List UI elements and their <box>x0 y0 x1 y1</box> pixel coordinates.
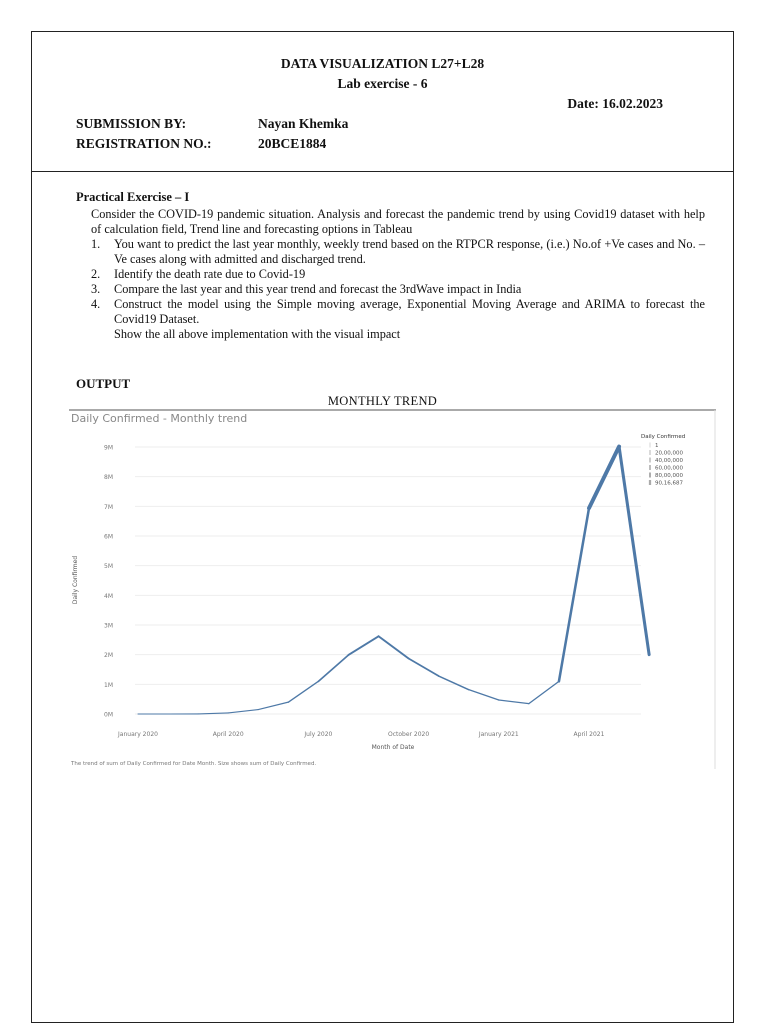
chart-title: Daily Confirmed - Monthly trend <box>71 412 248 425</box>
list-item-number: 1. <box>91 237 101 251</box>
series-line-segment <box>228 710 258 713</box>
exercise-intro: Consider the COVID-19 pandemic situation. Analysis and forecast the pandemic trend by using Covid19 dataset with help of calculation field, Trend line and forecasting options in Tableau <box>91 207 705 236</box>
series-line-segment <box>348 636 378 655</box>
list-item <box>91 237 705 267</box>
legend-entry: 90,16,687 <box>655 480 683 487</box>
registration-label: REGISTRATION NO.: <box>76 136 212 151</box>
chart-heading: MONTHLY TREND <box>327 394 438 408</box>
list-item-number: 3. <box>91 282 101 296</box>
legend-swatch <box>649 458 650 463</box>
output-label: OUTPUT <box>76 376 131 391</box>
series-line-segment <box>318 655 348 681</box>
list-item-text: You want to predict the last year monthly, weekly trend based on the RTPCR response, (i.e.) No.of +Ve cases and No. –Ve cases along with admitted and discharged trend. <box>114 237 705 266</box>
x-tick-label: July 2020 <box>304 731 333 738</box>
exercise-list <box>91 237 705 327</box>
series-line-segment <box>379 636 409 658</box>
legend-title: Daily Confirmed <box>641 434 686 440</box>
legend-swatch <box>650 443 651 448</box>
list-item-text: Identify the death rate due to Covid-19 <box>114 267 306 281</box>
series-line-segment <box>559 508 589 681</box>
header-divider <box>32 171 733 172</box>
legend-swatch <box>649 465 651 470</box>
list-item <box>91 267 705 282</box>
document-subtitle: Lab exercise - 6 <box>337 76 428 91</box>
legend-swatch <box>649 480 651 485</box>
legend-entry: 40,00,000 <box>655 458 683 464</box>
chart-caption: The trend of sum of Daily Confirmed for Date Month. Size shows sum of Daily Confirmed. <box>71 761 317 767</box>
document-date: Date: 16.02.2023 <box>567 96 663 111</box>
submission-value: Nayan Khemka <box>258 116 349 131</box>
legend-entry: 60,00,000 <box>655 465 683 472</box>
document-page <box>31 31 734 1023</box>
list-item <box>91 297 705 327</box>
series-line-segment <box>589 447 619 509</box>
series-line-segment <box>499 700 529 704</box>
legend-entry: 80,00,000 <box>655 473 683 479</box>
document-title: DATA VISUALIZATION L27+L28 <box>280 56 485 71</box>
series-line-segment <box>409 659 439 677</box>
series-line-segment <box>469 690 499 700</box>
legend-entry: 1 <box>655 443 659 449</box>
y-tick-label: 7M <box>104 503 113 511</box>
list-item-text: Construct the model using the Simple moving average, Exponential Moving Average and ARIMA to forecast the Covid19 Dataset. <box>114 297 705 326</box>
x-axis-label: Month of Date <box>371 744 415 751</box>
x-tick-label: January 2021 <box>478 731 519 738</box>
y-tick-label: 6M <box>104 533 113 541</box>
exercise-title: Practical Exercise – I <box>76 190 190 204</box>
y-axis-label: Daily Confirmed <box>72 555 79 605</box>
y-tick-label: 1M <box>104 681 113 689</box>
x-tick-label: October 2020 <box>387 731 430 738</box>
chart-container <box>69 409 716 769</box>
list-item <box>91 282 705 297</box>
y-tick-label: 2M <box>104 652 113 660</box>
y-tick-label: 3M <box>104 622 113 630</box>
legend-swatch <box>649 473 651 478</box>
y-tick-label: 8M <box>104 474 113 482</box>
y-tick-label: 0M <box>104 711 113 719</box>
list-item-text: Compare the last year and this year trend and forecast the 3rdWave impact in India <box>114 282 522 296</box>
y-tick-label: 5M <box>104 563 113 571</box>
x-tick-label: April 2021 <box>573 731 605 738</box>
list-item-number: 4. <box>91 297 101 311</box>
series-line-segment <box>439 676 469 690</box>
legend-entry: 20,00,000 <box>655 450 683 457</box>
x-tick-label: January 2020 <box>118 731 158 738</box>
exercise-body <box>91 207 705 342</box>
registration-value: 20BCE1884 <box>258 136 327 151</box>
legend-swatch <box>650 450 651 455</box>
y-tick-label: 4M <box>104 592 113 600</box>
x-tick-label: April 2020 <box>212 731 244 738</box>
line-chart <box>69 409 716 769</box>
list-item-number: 2. <box>91 267 101 281</box>
series-line-segment <box>619 447 649 655</box>
submission-label: SUBMISSION BY: <box>76 116 187 131</box>
series-line-segment <box>258 702 288 709</box>
y-tick-label: 9M <box>104 444 113 452</box>
exercise-note: Show the all above implementation with the visual impact <box>114 327 401 341</box>
